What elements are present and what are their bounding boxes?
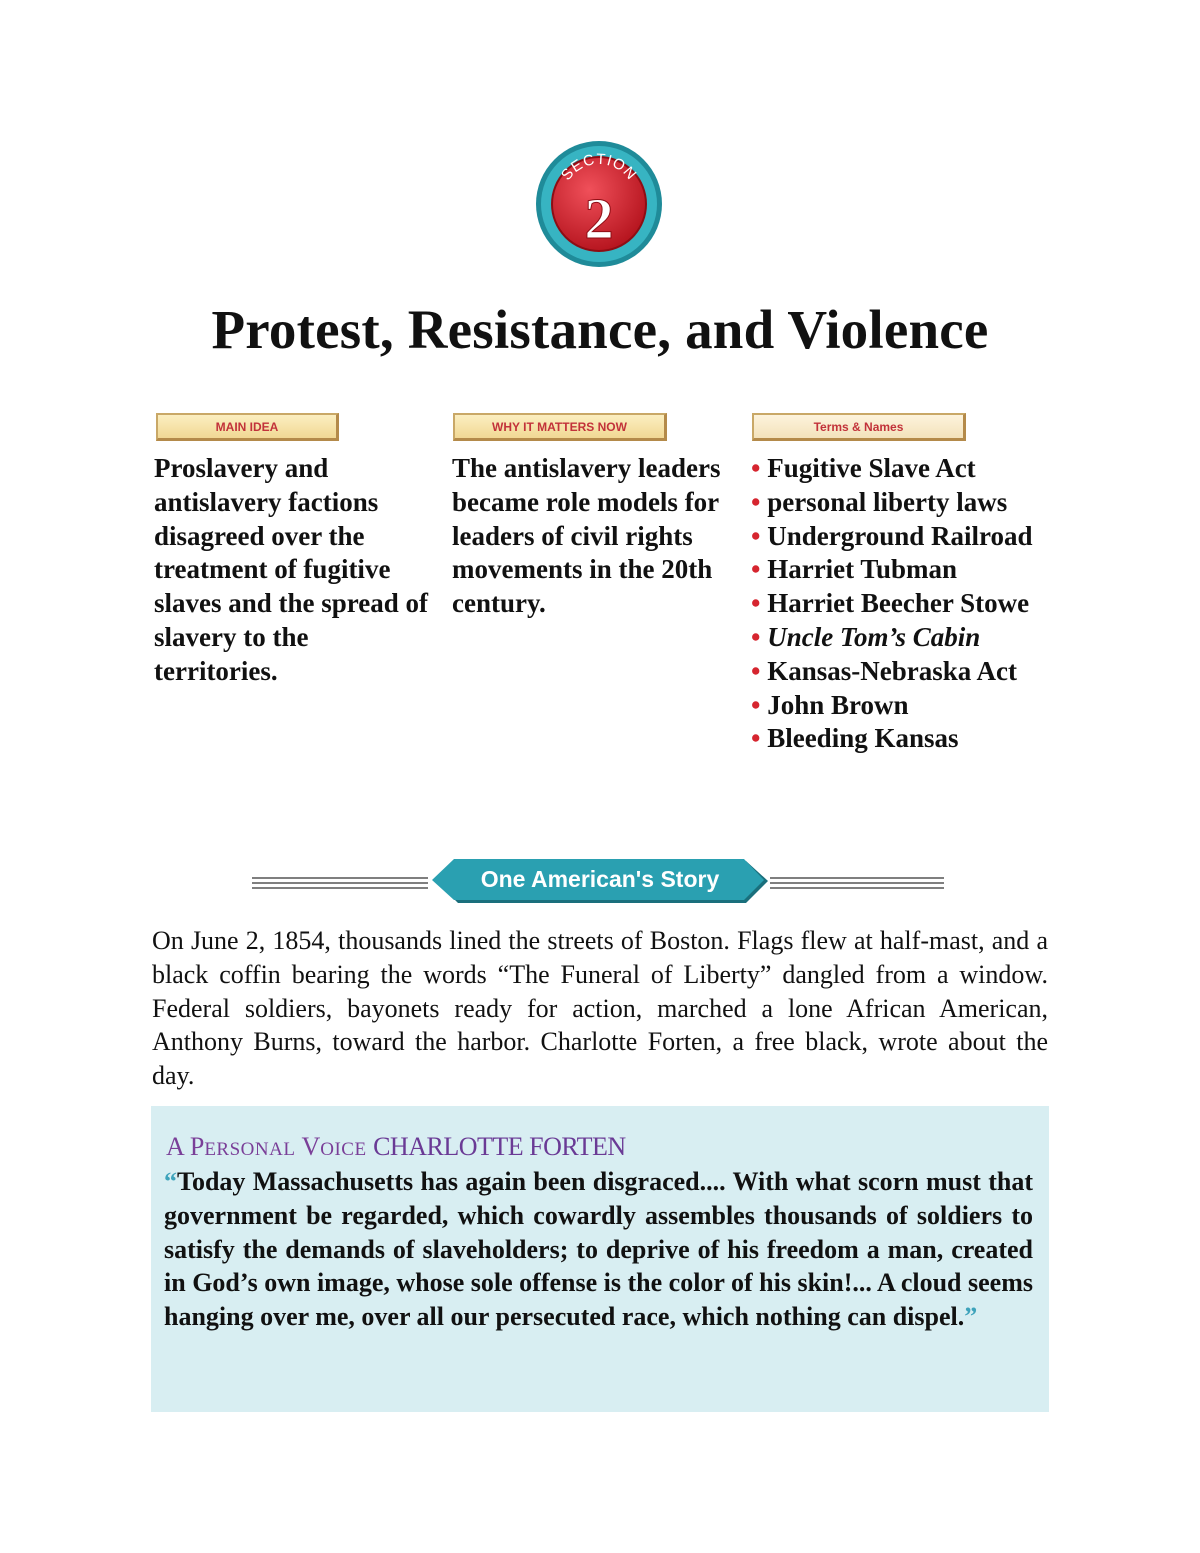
bullet-icon: • [751, 621, 761, 652]
open-quote-mark: “ [164, 1167, 177, 1196]
page-title: Protest, Resistance, and Violence [211, 299, 989, 360]
terms-list [751, 452, 1071, 756]
story-banner-label: One American's Story [480, 866, 720, 892]
bullet-icon: • [751, 554, 761, 585]
bullet-icon: • [751, 655, 761, 686]
term-item: • Harriet Beecher Stowe [751, 588, 1030, 619]
term-item: • Underground Railroad [751, 520, 1033, 551]
bullet-icon: • [751, 520, 761, 551]
bullet-icon: • [751, 723, 761, 754]
term-item: • Uncle Tom’s Cabin [751, 621, 981, 652]
bullet-icon: • [751, 453, 761, 483]
main-idea-text: Proslavery and antislavery factions disagreed over the treatment of fugitive slaves and the spread of slavery to the territories. [154, 453, 429, 686]
bullet-icon: • [751, 689, 761, 720]
term-item: • personal liberty laws [751, 486, 1008, 517]
personal-voice-heading: A PERSONAL VOICE CHARLOTTE FORTEN [166, 1132, 626, 1161]
story-paragraph: On June 2, 1854, thousands lined the streets of Boston. Flags flew at half-mast, and a black coffin bearing the words “The Funeral of Liberty” dangled from a window. Federal soldiers, bayonets ready for action, marched a lone African American, Anthony Burns, toward the harbor. Charlotte Forten, a free black, wrote about the day. [152, 926, 1048, 1091]
terms-names-tab: Terms & Names [752, 413, 966, 441]
term-item: • Harriet Tubman [751, 554, 957, 585]
voice-author: CHARLOTTE FORTEN [373, 1132, 626, 1161]
close-quote-mark: ” [964, 1302, 978, 1332]
term-item: • John Brown [751, 689, 909, 720]
term-item: • Fugitive Slave Act [751, 453, 976, 483]
term-item: • Bleeding Kansas [751, 723, 959, 754]
why-it-matters-tab: WHY IT MATTERS NOW [453, 413, 667, 441]
personal-voice-quote: “Today Massachusetts has again been disgraced.... With what scorn must that government be regarded, which cowardly assembles thousands of soldiers to satisfy the demands of slaveholders; to deprive of his freedom a man, created in God’s own image, whose sole offense is the color of his skin!... A cloud seems hanging over me, over all our persecuted race, which nothing can dispel.” [164, 1167, 1033, 1332]
bullet-icon: • [751, 486, 761, 517]
bullet-icon: • [751, 588, 761, 619]
term-item: • Kansas-Nebraska Act [751, 655, 1017, 686]
section-number: 2 [584, 186, 614, 251]
main-idea-tab: MAIN IDEA [156, 413, 339, 441]
section-badge [533, 138, 665, 270]
why-it-matters-text: The antislavery leaders became role models for leaders of civil rights movements in the 20th century. [452, 453, 721, 619]
section-label: SECTION [557, 150, 641, 184]
